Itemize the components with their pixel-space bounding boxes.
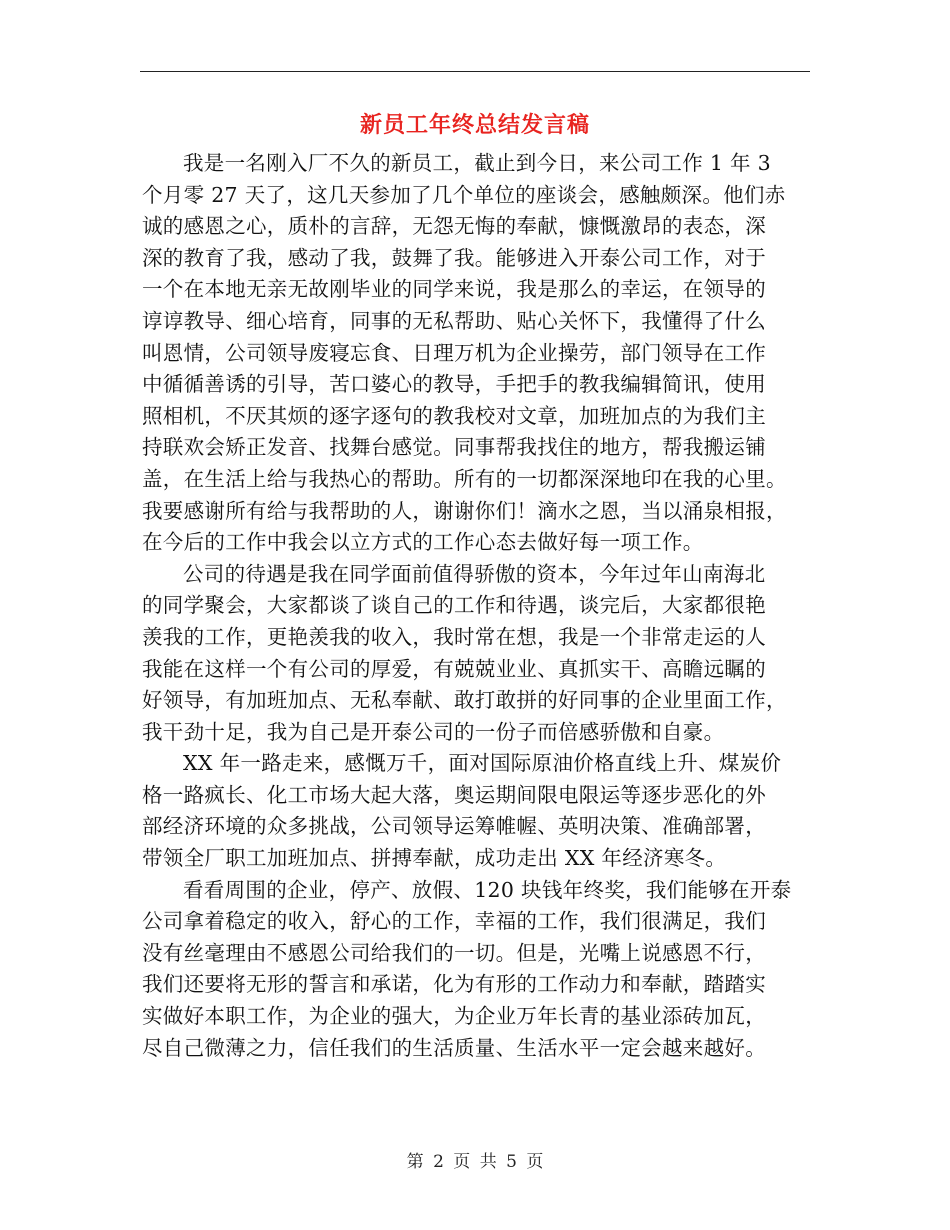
text-line: 我能在这样一个有公司的厚爱，有兢兢业业、真抓实干、高瞻远瞩的: [142, 656, 766, 681]
text-line: 照相机，不厌其烦的逐字逐句的教我校对文章，加班加点的为我们主: [142, 403, 766, 428]
text-line: 诚的感恩之心，质朴的言辞，无怨无悔的奉献，慷慨激昂的表态，深: [142, 214, 766, 239]
text-line: 在今后的工作中我会以立方式的工作心态去做好每一项工作。: [142, 530, 704, 555]
document-title: 新员工年终总结发言稿: [359, 112, 590, 138]
text-line: 公司拿着稳定的收入，舒心的工作，幸福的工作，我们很满足，我们: [142, 909, 766, 934]
text-line: 谆谆教导、细心培育，同事的无私帮助、贴心关怀下，我懂得了什么: [142, 308, 766, 333]
header-rule: [140, 71, 810, 72]
text-line: 个月零 27 天了，这几天参加了几个单位的座谈会，感触颇深。他们赤: [142, 182, 786, 207]
paragraph-3: [142, 748, 810, 874]
text-line: 格一路疯长、化工市场大起大落，奥运期间限电限运等逐步恶化的外: [142, 782, 766, 807]
paragraph-1: [142, 148, 810, 559]
page-number-footer: 第 2 页 共 5 页: [406, 1152, 544, 1172]
text-line: 一个在本地无亲无故刚毕业的同学来说，我是那么的幸运，在领导的: [142, 277, 766, 302]
text-line: 实做好本职工作，为企业的强大，为企业万年长青的基业添砖加瓦，: [142, 1004, 766, 1029]
text-line: 好领导，有加班加点、无私奉献、敢打敢拼的好同事的企业里面工作，: [142, 688, 787, 713]
text-line: 部经济环境的众多挑战，公司领导运筹帷幄、英明决策、准确部署，: [142, 814, 766, 839]
text-line: XX 年一路走来，感慨万千，面对国际原油价格直线上升、煤炭价: [183, 751, 782, 776]
text-line: 盖，在生活上给与我热心的帮助。所有的一切都深深地印在我的心里。: [142, 466, 787, 491]
text-line: 中循循善诱的引导，苦口婆心的教导，手把手的教我编辑简讯，使用: [142, 372, 766, 397]
text-line: 我要感谢所有给与我帮助的人，谢谢你们！滴水之恩，当以涌泉相报，: [142, 498, 787, 523]
text-line: 尽自己微薄之力，信任我们的生活质量、生活水平一定会越来越好。: [142, 1035, 766, 1060]
text-line: 叫恩情，公司领导废寝忘食、日理万机为企业操劳，部门领导在工作: [142, 340, 766, 365]
text-line: 我干劲十足，我为自己是开泰公司的一份子而倍感骄傲和自豪。: [142, 719, 725, 744]
text-line: 的同学聚会，大家都谈了谈自己的工作和待遇，谈完后，大家都很艳: [142, 593, 766, 618]
text-line: 持联欢会矫正发音、找舞台感觉。同事帮我找住的地方，帮我搬运铺: [142, 435, 766, 460]
paragraph-2: [142, 559, 810, 749]
text-line: 带领全厂职工加班加点、拼搏奉献，成功走出 XX 年经济寒冬。: [142, 846, 727, 871]
text-line: 羡我的工作，更艳羡我的收入，我时常在想，我是一个非常走运的人: [142, 624, 766, 649]
text-line: 公司的待遇是我在同学面前值得骄傲的资本，今年过年山南海北: [183, 561, 766, 586]
paragraph-4: [142, 875, 810, 1065]
text-line: 看看周围的企业，停产、放假、120 块钱年终奖，我们能够在开泰: [183, 877, 792, 902]
text-line: 没有丝毫理由不感恩公司给我们的一切。但是，光嘴上说感恩不行，: [142, 940, 766, 965]
text-line: 我们还要将无形的誓言和承诺，化为有形的工作动力和奉献，踏踏实: [142, 972, 766, 997]
document-body: [142, 148, 810, 1064]
text-line: 我是一名刚入厂不久的新员工，截止到今日，来公司工作 1 年 3: [183, 151, 771, 175]
text-line: 深的教育了我，感动了我，鼓舞了我。能够进入开泰公司工作，对于: [142, 245, 766, 270]
